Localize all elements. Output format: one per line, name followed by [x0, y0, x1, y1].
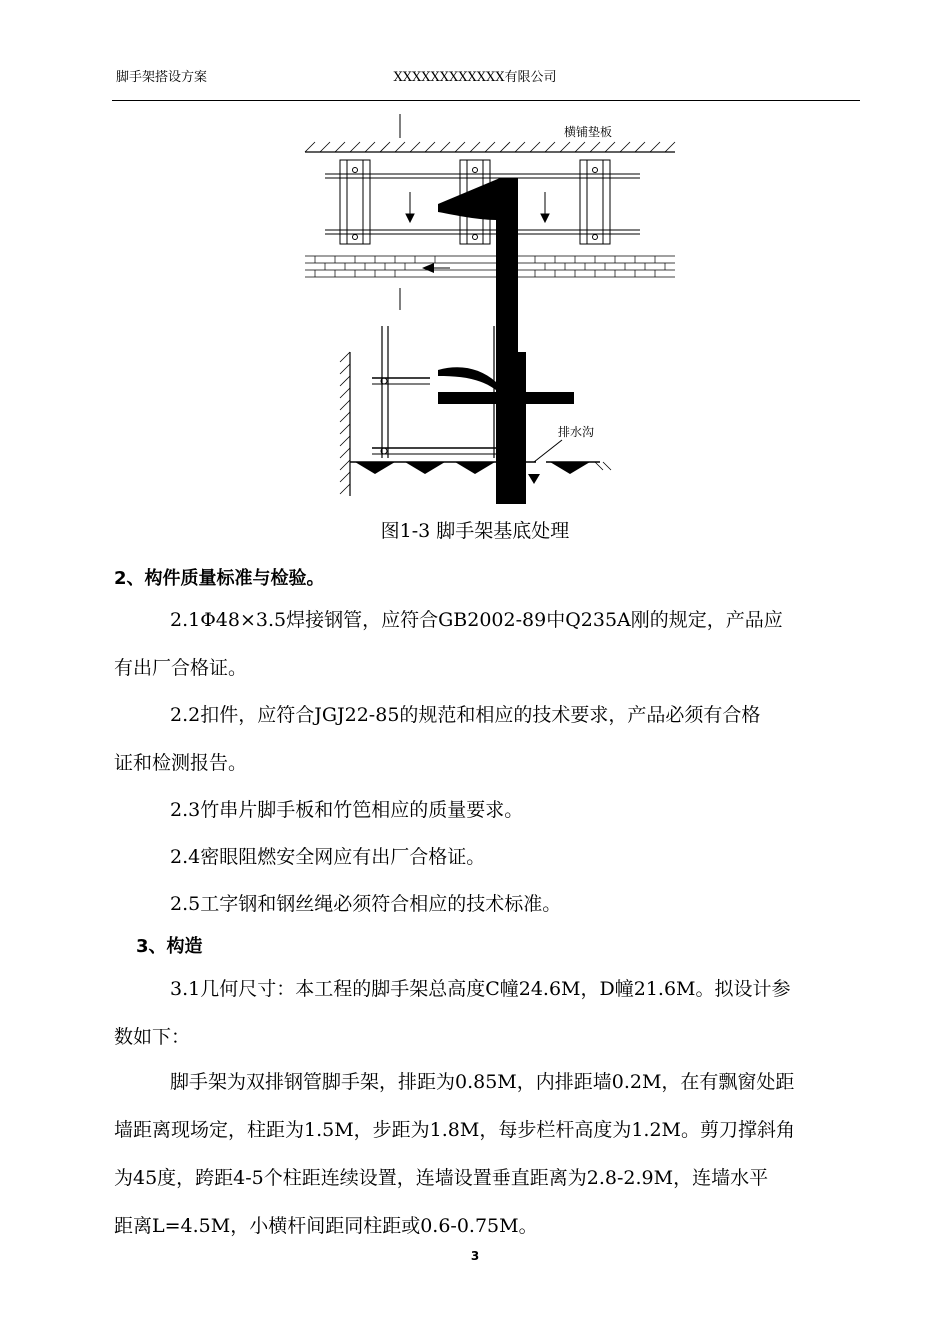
paragraph-3-2-line-2: 墙距离现场定，柱距为1.5M，步距为1.8M，每步栏杆高度为1.2M。剪刀撑斜角: [114, 1119, 796, 1141]
paragraph-2-3-text: 2.3竹串片脚手板和竹笆相应的质量要求。: [170, 799, 524, 821]
paragraph-3-1: [114, 965, 862, 1061]
scaffold-base-figure: [300, 112, 680, 507]
paragraph-2-2-line-1: 2.2扣件，应符合JGJ22-85的规范和相应的技术要求，产品必须有合格: [170, 704, 761, 726]
label-plank: 横铺垫板: [564, 125, 613, 139]
figure-caption: 图1-3 脚手架基底处理: [380, 520, 570, 542]
paragraph-3-2-line-3: 为45度，跨距4-5个柱距连续设置，连墙设置垂直距离为2.8-2.9M，连墙水平: [114, 1167, 769, 1189]
paragraph-3-2-line-1: 脚手架为双排钢管脚手架，排距为0.85M，内排距墙0.2M，在有飘窗处距: [170, 1071, 795, 1093]
paragraph-2-2: [114, 691, 862, 787]
paragraph-3-2-line-4: 距离L=4.5M，小横杆间距同柱距或0.6-0.75M。: [114, 1215, 538, 1237]
header-title: 脚手架搭设方案: [116, 70, 208, 85]
header-rule: [112, 100, 860, 101]
paragraph-2-4: [114, 833, 862, 881]
paragraph-2-3: [114, 786, 862, 834]
paragraph-2-4-text: 2.4密眼阻燃安全网应有出厂合格证。: [170, 846, 486, 868]
section-2-heading: 2、构件质量标准与检验。: [114, 568, 325, 589]
paragraph-3-1-line-2: 数如下：: [114, 1026, 191, 1048]
paragraph-2-2-line-2: 证和检测报告。: [114, 752, 248, 774]
paragraph-2-5: [114, 880, 862, 928]
paragraph-2-1: [114, 596, 862, 692]
header-company: XXXXXXXXXXXX有限公司: [393, 70, 557, 85]
paragraph-2-5-text: 2.5工字钢和钢丝绳必须符合相应的技术标准。: [170, 893, 562, 915]
paragraph-3-1-line-1: 3.1几何尺寸：本工程的脚手架总高度C幢24.6M，D幢21.6M。拟设计参: [170, 978, 791, 1000]
paragraph-2-1-line-2: 有出厂合格证。: [114, 657, 248, 679]
label-drain: 排水沟: [558, 425, 595, 439]
page-number: 3: [470, 1249, 480, 1263]
scaffold-base-drawing: [300, 112, 680, 507]
paragraph-3-2: [114, 1058, 862, 1250]
paragraph-2-1-line-1: 2.1Φ48×3.5焊接钢管，应符合GB2002-89中Q235A刚的规定，产品应: [170, 609, 783, 631]
section-3-heading: 3、构造: [136, 936, 203, 957]
